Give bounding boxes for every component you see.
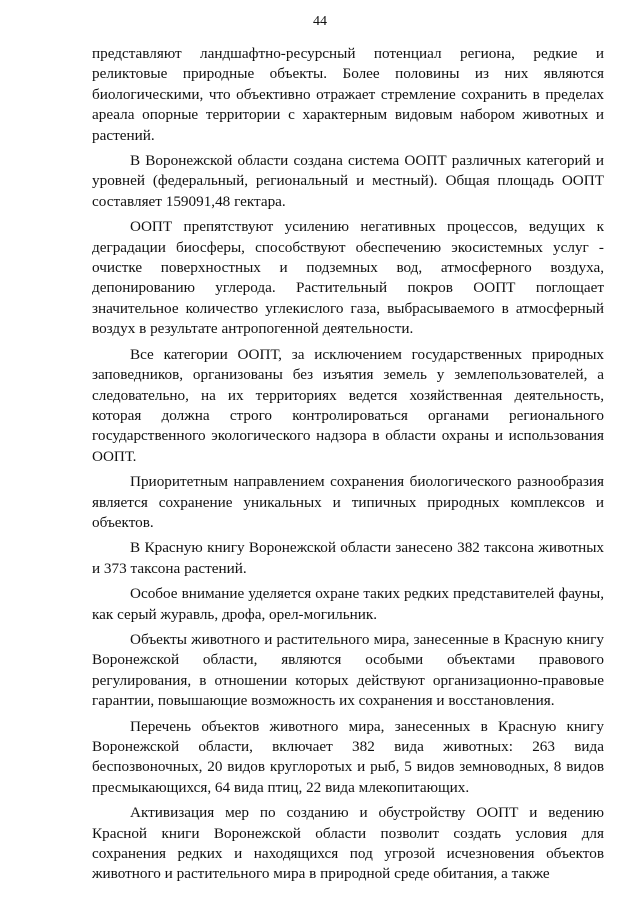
paragraph-continuation: представляют ландшафтно-ресурсный потенциал региона, редкие и реликтовые природные объекты. Более половины из них являются биологическими, что объективно отражает стремление сохранить в пределах ареала опорные территории с характерным видовым набором животных и растений. bbox=[92, 45, 604, 144]
paragraph-rare-fauna: Особое внимание уделяется охране таких редких представителей фауны, как серый журавль, дрофа, орел-могильник. bbox=[92, 585, 604, 623]
paragraph-activation-measures: Активизация мер по созданию и обустройству ООПТ и ведению Красной книги Воронежской области позволит создать условия для сохранения редких и находящихся под угрозой исчезновения объектов животного и растительного мира в природной среде обитания, а также bbox=[92, 804, 604, 883]
paragraph-animal-list: Перечень объектов животного мира, занесенных в Красную книгу Воронежской области, включает 382 вида животных: 263 вида беспозвоночных, 20 видов круглоротых и рыб, 5 видов земноводных, 8 видов пресмыкающихся, 64 вида птиц, 22 вида млекопитающих. bbox=[92, 717, 604, 796]
paragraph-oopt-categories: Все категории ООПТ, за исключением государственных природных заповедников, организованы без изъятия земель у землепользователей, а следовательно, на их территориях ведется хозяйственная деятельность, которая должна строго контролироваться органами регионального государственного экологического надзора в области охраны и использования ООПТ. bbox=[92, 345, 604, 465]
paragraph-red-book-taxa: В Красную книгу Воронежской области занесено 382 таксона животных и 373 таксона растений. bbox=[92, 539, 604, 577]
body-text bbox=[92, 44, 604, 890]
paragraph-biodiversity-priority: Приоритетным направлением сохранения биологического разнообразия является сохранение уникальных и типичных природных комплексов и объектов. bbox=[92, 473, 604, 531]
paragraph-legal-regulation: Объекты животного и растительного мира, занесенные в Красную книгу Воронежской области, являются особыми объектами правового регулирования, в отношении которых действуют организационно-правовые гарантии, повышающие возможность их сохранения и восстановления. bbox=[92, 630, 604, 710]
paragraph-oopt-system: В Воронежской области создана система ООПТ различных категорий и уровней (федеральный, региональный и местный). Общая площадь ООПТ составляет 159091,48 гектара. bbox=[92, 152, 604, 210]
page-number: 44 bbox=[313, 14, 327, 29]
paragraph-oopt-ecosystem-services: ООПТ препятствуют усилению негативных процессов, ведущих к деградации биосферы, способствуют обеспечению экосистемных услуг - очистке поверхностных и подземных вод, атмосферного воздуха, депонированию углерода. Растительный покров ООПТ поглощает значительное количество углекислого газа, выбрасываемого в атмосферный воздух в результате антропогенной деятельности. bbox=[92, 218, 604, 338]
